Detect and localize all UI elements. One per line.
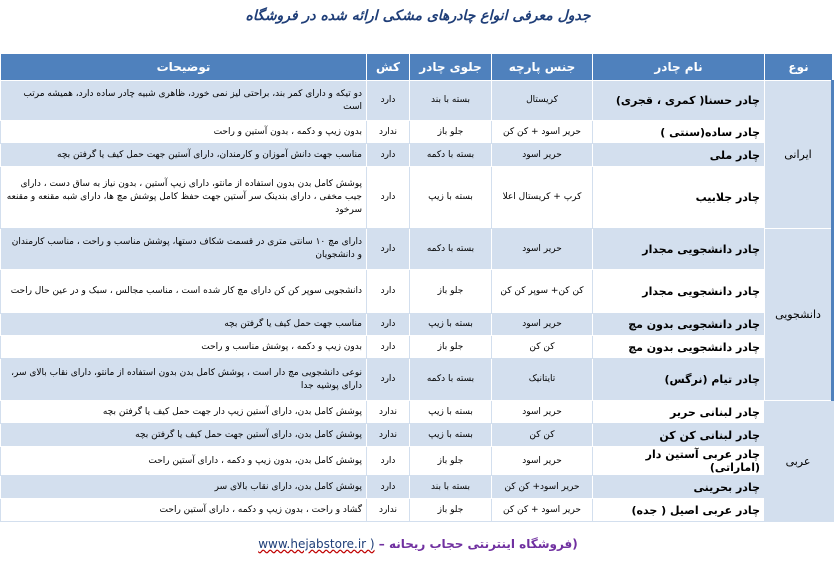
- cell-fabric: تایتانیک: [492, 359, 593, 401]
- cell-fabric: کن کن: [492, 336, 593, 359]
- cell-desc: پوشش کامل بدن، دارای نقاب بالای سر: [1, 476, 367, 499]
- cell-elastic: ندارد: [367, 401, 410, 424]
- cell-name: چادر لبنانی کن کن: [593, 424, 765, 447]
- header-desc: توضیحات: [1, 54, 367, 81]
- table-row: [1, 314, 833, 336]
- cell-name: چادر دانشجویی بدون مچ: [593, 336, 765, 359]
- cell-name: چادر لبنانی حریر: [593, 401, 765, 424]
- table-row: [1, 229, 833, 270]
- cell-desc: پوشش کامل بدن بدون استفاده از مانتو، دارای زیپ آستین ، بدون نیاز به ساق دست ، دارای جیب مخفی ، دارای بندینک سر آستین جهت حفظ کامل پوشش مچ ها، دارای شبه مقنعه و مقنعه سرخود: [1, 167, 367, 229]
- table-row: [1, 476, 833, 499]
- chador-table: [0, 53, 834, 522]
- cell-name: چادر بحرینی: [593, 476, 765, 499]
- table-row: [1, 121, 833, 144]
- cell-name: چادر عربی آستین دار (اماراتی): [593, 447, 765, 476]
- cell-elastic: دارد: [367, 476, 410, 499]
- cell-elastic: دارد: [367, 144, 410, 167]
- cell-elastic: دارد: [367, 229, 410, 270]
- cell-desc: مناسب جهت دانش آموزان و کارمندان، دارای آستین جهت حمل کیف یا گرفتن بچه: [1, 144, 367, 167]
- cell-name: چادر عربی اصیل ( جده): [593, 499, 765, 522]
- cell-front: بسته با زیپ: [410, 424, 492, 447]
- header-front: جلوی چادر: [410, 54, 492, 81]
- cell-fabric: کرپ + کریستال اعلا: [492, 167, 593, 229]
- cell-fabric: کریستال: [492, 81, 593, 121]
- cell-desc: نوعی دانشجویی مچ دار است ، پوشش کامل بدن بدون استفاده از مانتو، دارای نقاب بالای سر، دارای پوشیه جدا: [1, 359, 367, 401]
- cell-fabric: کن کن: [492, 424, 593, 447]
- footer-dash: –: [378, 537, 385, 551]
- cell-name: چادر حسنا( کمری ، قجری): [593, 81, 765, 121]
- cell-front: بسته با دکمه: [410, 229, 492, 270]
- cell-desc: بدون زیپ و دکمه ، بدون آستین و راحت: [1, 121, 367, 144]
- cell-fabric: حریر اسود: [492, 401, 593, 424]
- cell-front: جلو باز: [410, 121, 492, 144]
- cell-desc: دو تیکه و دارای کمر بند، براحتی لیز نمی خورد، ظاهری شبیه چادر ساده دارد، همیشه مرتب است: [1, 81, 367, 121]
- table-row: [1, 447, 833, 476]
- cell-elastic: دارد: [367, 81, 410, 121]
- cell-desc: گشاد و راحت ، بدون زیپ و دکمه ، دارای آستین راحت: [1, 499, 367, 522]
- table-row: [1, 144, 833, 167]
- cell-desc: مناسب جهت حمل کیف یا گرفتن بچه: [1, 314, 367, 336]
- cell-elastic: ندارد: [367, 121, 410, 144]
- table-row: [1, 359, 833, 401]
- cell-elastic: دارد: [367, 167, 410, 229]
- page-title: جدول معرفی انواع چادرهای مشکی ارائه شده در فروشگاه: [245, 8, 591, 24]
- group-arabi: عربی: [765, 401, 833, 522]
- cell-front: بسته با بند: [410, 476, 492, 499]
- cell-fabric: حریر اسود: [492, 447, 593, 476]
- cell-desc: دانشجویی سوپر کن کن دارای مچ کار شده است ، مناسب مجالس ، سبک و در عین حال راحت: [1, 270, 367, 314]
- cell-desc: بدون زیپ و دکمه ، پوشش مناسب و راحت: [1, 336, 367, 359]
- cell-elastic: دارد: [367, 359, 410, 401]
- cell-front: بسته با زیپ: [410, 401, 492, 424]
- table-row: [1, 167, 833, 229]
- table-row: [1, 401, 833, 424]
- cell-name: چادر جلابیب: [593, 167, 765, 229]
- cell-front: جلو باز: [410, 499, 492, 522]
- header-name: نام چادر: [593, 54, 765, 81]
- group-daneshjoei: دانشجویی: [765, 229, 833, 401]
- cell-elastic: دارد: [367, 314, 410, 336]
- cell-desc: پوشش کامل بدن، بدون زیپ و دکمه ، دارای آستین راحت: [1, 447, 367, 476]
- cell-elastic: ندارد: [367, 424, 410, 447]
- cell-desc: پوشش کامل بدن، دارای آستین جهت حمل کیف یا گرفتن بچه: [1, 424, 367, 447]
- cell-front: بسته با زیپ: [410, 167, 492, 229]
- cell-fabric: حریر اسود: [492, 314, 593, 336]
- cell-name: چادر دانشجویی بدون مچ: [593, 314, 765, 336]
- cell-fabric: حریر اسود + کن کن: [492, 121, 593, 144]
- header-row: [1, 54, 833, 81]
- cell-desc: دارای مچ ۱۰ سانتی متری در قسمت شکاف دستها، پوشش مناسب و راحت ، مناسب کارمندان و دانشجویان: [1, 229, 367, 270]
- cell-fabric: حریر اسود+ کن کن: [492, 476, 593, 499]
- table-row: [1, 270, 833, 314]
- cell-front: بسته با بند: [410, 81, 492, 121]
- cell-desc: پوشش کامل بدن، دارای آستین زیپ دار جهت حمل کیف یا گرفتن بچه: [1, 401, 367, 424]
- cell-front: جلو باز: [410, 270, 492, 314]
- table-row: [1, 336, 833, 359]
- footer-website-link[interactable]: www.hejabstore.ir ): [258, 537, 375, 551]
- header-fabric: جنس پارچه: [492, 54, 593, 81]
- table-row: [1, 499, 833, 522]
- cell-front: جلو باز: [410, 447, 492, 476]
- cell-front: بسته با دکمه: [410, 144, 492, 167]
- cell-name: چادر ساده(سنتی ): [593, 121, 765, 144]
- cell-name: چادر دانشجویی مجدار: [593, 229, 765, 270]
- cell-name: چادر تیام (نرگس): [593, 359, 765, 401]
- header-type: نوع: [765, 54, 833, 81]
- cell-elastic: دارد: [367, 270, 410, 314]
- cell-front: بسته با دکمه: [410, 359, 492, 401]
- cell-name: چادر دانشجویی مجدار: [593, 270, 765, 314]
- cell-fabric: کن کن+ سوپر کن کن: [492, 270, 593, 314]
- cell-name: چادر ملی: [593, 144, 765, 167]
- cell-fabric: حریر اسود + کن کن: [492, 499, 593, 522]
- footer: [0, 537, 836, 551]
- table-row: [1, 81, 833, 121]
- cell-elastic: ندارد: [367, 499, 410, 522]
- cell-elastic: دارد: [367, 336, 410, 359]
- header-elastic: کش: [367, 54, 410, 81]
- cell-elastic: دارد: [367, 447, 410, 476]
- cell-fabric: حریر اسود: [492, 229, 593, 270]
- cell-fabric: حریر اسود: [492, 144, 593, 167]
- cell-front: جلو باز: [410, 336, 492, 359]
- group-irani: ایرانی: [765, 81, 833, 229]
- footer-shop-name: (فروشگاه اینترنتی حجاب ریحانه: [388, 537, 578, 551]
- table-row: [1, 424, 833, 447]
- cell-front: بسته با زیپ: [410, 314, 492, 336]
